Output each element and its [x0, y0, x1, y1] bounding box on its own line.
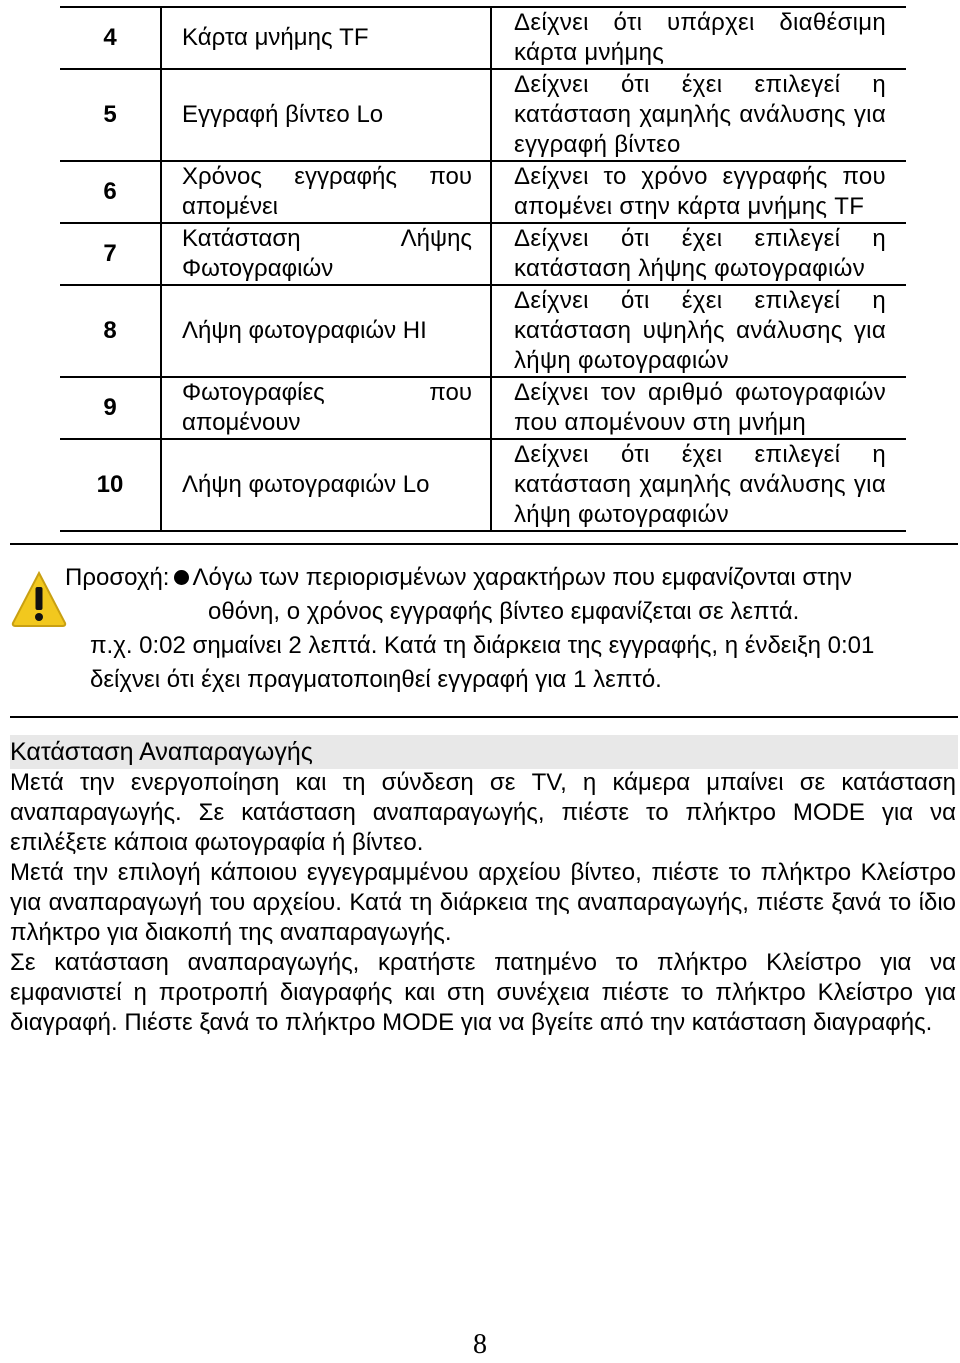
table-row — [60, 161, 906, 223]
table-row — [60, 439, 906, 531]
row-number: 9 — [60, 377, 161, 439]
row-description: Δείχνει ότι έχει επιλεγεί η κατάσταση υψηλής ανάλυσης για λήψη φωτογραφιών — [491, 285, 906, 377]
table-row — [60, 377, 906, 439]
row-number: 7 — [60, 223, 161, 285]
paragraph: Σε κατάσταση αναπαραγωγής, κρατήστε πατημένο το πλήκτρο Κλείστρο για να εμφανιστεί η προτροπή διαγραφής και στη συνέχεια πιέστε το πλήκτρο Κλείστρο για διαγραφή. Πιέστε ξανά το πλήκτρο MODE για να βγείτε από την κατάσταση διαγραφής. — [10, 949, 956, 1036]
table-row — [60, 223, 906, 285]
row-description: Δείχνει τον αριθμό φωτογραφιών που απομένουν στη μνήμη — [491, 377, 906, 439]
row-description: Δείχνει ότι έχει επιλεγεί η κατάσταση χαμηλής ανάλυσης για λήψη φωτογραφιών — [491, 439, 906, 531]
caution-line: δείχνει ότι έχει πραγματοποιηθεί εγγραφή για 1 λεπτό. — [90, 666, 662, 693]
table-row — [60, 7, 906, 69]
bullet-icon — [174, 570, 189, 585]
divider — [10, 543, 958, 545]
row-number: 8 — [60, 285, 161, 377]
section-heading: Κατάσταση Αναπαραγωγής — [10, 735, 958, 769]
row-name: Εγγραφή βίντεο Lo — [161, 69, 491, 161]
warning-triangle-icon — [10, 569, 68, 629]
paragraph: Μετά την επιλογή κάποιου εγγεγραμμένου αρχείου βίντεο, πιέστε το πλήκτρο Κλείστρο για αναπαραγωγή του αρχείου. Κατά τη διάρκεια της αναπαραγωγής, πιέστε ξανά το ίδιο πλήκτρο για διακοπή της αναπαραγωγής. — [10, 859, 956, 946]
row-name: Φωτογραφίες που απομένουν — [161, 377, 491, 439]
row-description: Δείχνει το χρόνο εγγραφής που απομένει στην κάρτα μνήμης TF — [491, 161, 906, 223]
row-name: Κάρτα μνήμης TF — [161, 7, 491, 69]
section-body — [10, 768, 956, 1038]
caution-line: π.χ. 0:02 σημαίνει 2 λεπτά. Κατά τη διάρκεια της εγγραφής, η ένδειξη 0:01 — [90, 632, 875, 659]
caution-label: Προσοχή: — [65, 564, 170, 591]
divider — [10, 716, 958, 718]
row-description: Δείχνει ότι έχει επιλεγεί η κατάσταση λήψης φωτογραφιών — [491, 223, 906, 285]
row-name: Λήψη φωτογραφιών HI — [161, 285, 491, 377]
caution-line: οθόνη, ο χρόνος εγγραφής βίντεο εμφανίζεται σε λεπτά. — [208, 598, 800, 625]
row-description: Δείχνει ότι υπάρχει διαθέσιμη κάρτα μνήμης — [491, 7, 906, 69]
row-number: 10 — [60, 439, 161, 531]
table-row — [60, 285, 906, 377]
caution-line: Προσοχή: Λόγω των περιορισμένων χαρακτήρων που εμφανίζονται στην — [65, 564, 852, 591]
row-number: 4 — [60, 7, 161, 69]
row-name: Λήψη φωτογραφιών Lo — [161, 439, 491, 531]
page-number: 8 — [473, 1329, 487, 1360]
row-name: Χρόνος εγγραφής που απομένει — [161, 161, 491, 223]
icon-description-table — [60, 6, 906, 532]
row-name: Κατάσταση Λήψης Φωτογραφιών — [161, 223, 491, 285]
paragraph: Μετά την ενεργοποίηση και τη σύνδεση σε TV, η κάμερα μπαίνει σε κατάσταση αναπαραγωγής. Σε κατάσταση αναπαραγωγής, πιέστε το πλήκτρο MODE για να επιλέξετε κάποια φωτογραφία ή βίντεο. — [10, 769, 956, 856]
table-row — [60, 69, 906, 161]
row-description: Δείχνει ότι έχει επιλεγεί η κατάσταση χαμηλής ανάλυσης για εγγραφή βίντεο — [491, 69, 906, 161]
row-number: 6 — [60, 161, 161, 223]
row-number: 5 — [60, 69, 161, 161]
